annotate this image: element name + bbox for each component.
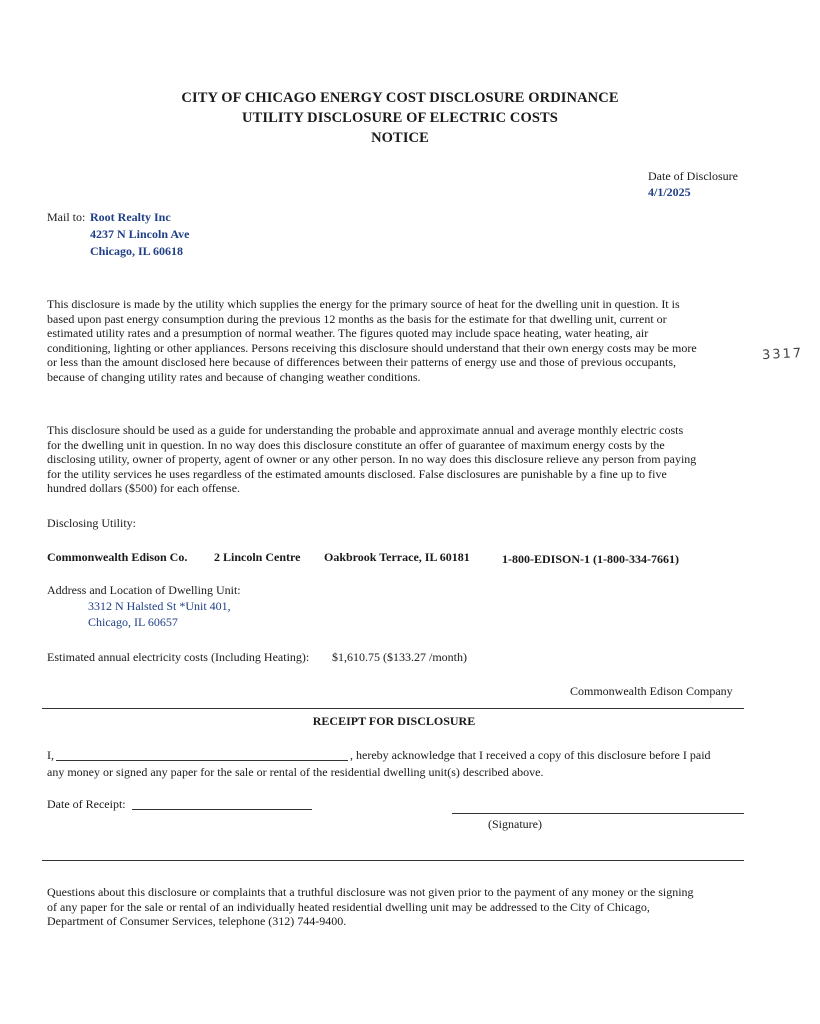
title-ordinance: CITY OF CHICAGO ENERGY COST DISCLOSURE ORDINANCE bbox=[181, 90, 619, 106]
estimated-cost-label: Estimated annual electricity costs (Including Heating): bbox=[47, 650, 310, 664]
para2-line: hundred dollars ($500) for each offense. bbox=[47, 481, 241, 496]
footer-line: Department of Consumer Services, telephone (312) 744-9400. bbox=[47, 914, 347, 929]
dwelling-street: 3312 N Halsted St *Unit 401, bbox=[88, 599, 231, 613]
mail-to-street: 4237 N Lincoln Ave bbox=[90, 227, 190, 241]
disclosing-utility-label: Disclosing Utility: bbox=[47, 516, 137, 530]
para2-line: for the utility services he uses regardless of the estimated amounts disclosed. False disclosures are punishable by a fine up to five bbox=[47, 466, 667, 481]
estimated-cost-value: $1,610.75 ($133.27 /month) bbox=[332, 650, 467, 664]
title-notice: NOTICE bbox=[371, 130, 429, 146]
date-of-receipt-label: Date of Receipt: bbox=[47, 797, 126, 811]
para1-line: This disclosure is made by the utility which supplies the energy for the primary source of heat for the dwelling unit in question. It is bbox=[47, 297, 680, 311]
handwritten-note: 3317 bbox=[761, 345, 804, 364]
receipt-title: RECEIPT FOR DISCLOSURE bbox=[312, 714, 476, 728]
dwelling-city: Chicago, IL 60657 bbox=[88, 615, 178, 629]
para2-line: for the dwelling unit in question. In no way does this disclosure constitute an offer of guarantee of maximum energy costs by the bbox=[47, 437, 665, 452]
mail-to-city: Chicago, IL 60618 bbox=[90, 244, 184, 258]
utility-city: Oakbrook Terrace, IL 60181 bbox=[324, 550, 470, 564]
receipt-i-label: I, bbox=[47, 748, 54, 762]
mail-to-name: Root Realty Inc bbox=[90, 210, 171, 224]
utility-phone: 1-800-EDISON-1 (1-800-334-7661) bbox=[502, 552, 679, 566]
dwelling-unit-label: Address and Location of Dwelling Unit: bbox=[47, 583, 241, 597]
footer-paragraph bbox=[47, 885, 759, 929]
date-of-disclosure-label: Date of Disclosure bbox=[648, 169, 738, 183]
date-of-receipt-line[interactable] bbox=[132, 809, 312, 810]
footer-line: Questions about this disclosure or complaints that a truthful disclosure was not given prior to the payment of any money or the signing bbox=[47, 885, 694, 899]
disclosure-paragraph-2 bbox=[47, 423, 759, 496]
signature-line[interactable] bbox=[452, 813, 744, 814]
company-signature: Commonwealth Edison Company bbox=[570, 684, 733, 698]
receipt-ack-line2: any money or signed any paper for the sale or rental of the residential dwelling unit(s) described above. bbox=[47, 765, 544, 779]
receipt-ack-line1: , hereby acknowledge that I received a copy of this disclosure before I paid bbox=[350, 748, 711, 762]
para2-line: This disclosure should be used as a guide for understanding the probable and approximate annual and average monthly electric costs bbox=[47, 423, 684, 437]
para1-line: based upon past energy consumption during the previous 12 months as the basis for the estimate for that dwelling unit, current or bbox=[47, 311, 667, 326]
section-divider-bottom bbox=[42, 860, 744, 861]
signature-label: (Signature) bbox=[488, 817, 542, 831]
name-blank-line[interactable] bbox=[56, 760, 348, 761]
section-divider bbox=[42, 708, 744, 709]
para1-line: or less than the amount disclosed here because of differences between their patterns of energy use and those of previous occupants, bbox=[47, 355, 677, 370]
footer-line: of any paper for the sale or rental of an individually heated residential dwelling unit may be addressed to the City of Chicago, bbox=[47, 899, 650, 914]
utility-address: 2 Lincoln Centre bbox=[214, 550, 301, 564]
para1-line: estimated utility rates and a presumption of normal weather. The figures quoted may include space heating, water heating, air bbox=[47, 326, 649, 341]
title-utility-disclosure: UTILITY DISCLOSURE OF ELECTRIC COSTS bbox=[242, 110, 558, 126]
mail-to-label: Mail to: bbox=[47, 210, 86, 224]
para1-line: conditioning, lighting or other appliances. Persons receiving this disclosure should understand that their own energy costs may be more bbox=[47, 340, 697, 355]
utility-name: Commonwealth Edison Co. bbox=[47, 550, 188, 564]
date-of-disclosure-value: 4/1/2025 bbox=[648, 185, 691, 199]
disclosure-paragraph-1 bbox=[47, 297, 759, 385]
para1-line: because of changing utility rates and because of changing weather conditions. bbox=[47, 369, 421, 384]
para2-line: disclosing utility, owner of property, agent of owner or any other person. In no way does this disclosure relieve any person from paying bbox=[47, 452, 697, 467]
